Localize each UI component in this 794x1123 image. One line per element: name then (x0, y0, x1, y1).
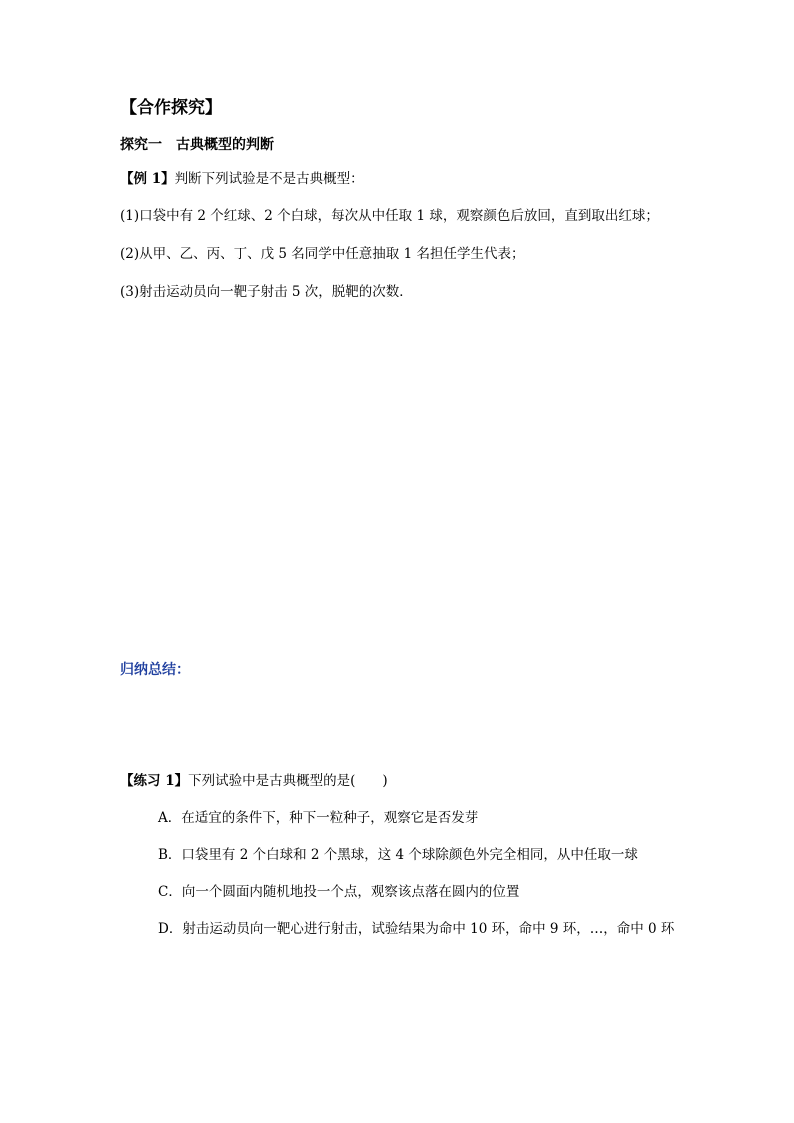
exercise-1-option-c: C．向一个圆面内随机地投一个点，观察该点落在圆内的位置 (158, 884, 520, 900)
exercise-1-label: 【练习 1】 (120, 773, 189, 789)
section-title: 【合作探究】 (120, 98, 222, 118)
summary-label: 归纳总结： (120, 662, 190, 678)
example-1-item-3: (3)射击运动员向一靶子射击 5 次，脱靶的次数． (120, 284, 413, 300)
example-1-text: 判断下列试验是不是古典概型： (174, 171, 364, 187)
exercise-1-option-a: A．在适宜的条件下，种下一粒种子，观察它是否发芽 (158, 810, 479, 826)
exercise-1-option-b: B．口袋里有 2 个白球和 2 个黑球，这 4 个球除颜色外完全相同，从中任取一球 (158, 847, 638, 863)
example-1-label: 【例 1】 (120, 171, 175, 187)
example-1-prompt (120, 173, 364, 187)
example-1-item-1: (1)口袋中有 2 个红球、2 个白球，每次从中任取 1 球，观察颜色后放回，直到取出红球； (120, 208, 659, 224)
example-1-item-2: (2)从甲、乙、丙、丁、戊 5 名同学中任意抽取 1 名担任学生代表； (120, 246, 525, 262)
exercise-1-option-d: D．射击运动员向一靶心进行射击，试验结果为命中 10 环，命中 9 环，…，命中 0 环 (158, 921, 675, 937)
exercise-1-text: 下列试验中是古典概型的是( ) (188, 773, 388, 789)
exercise-1-prompt (120, 775, 388, 789)
inquiry-title: 探究一 古典概型的判断 (120, 137, 274, 153)
